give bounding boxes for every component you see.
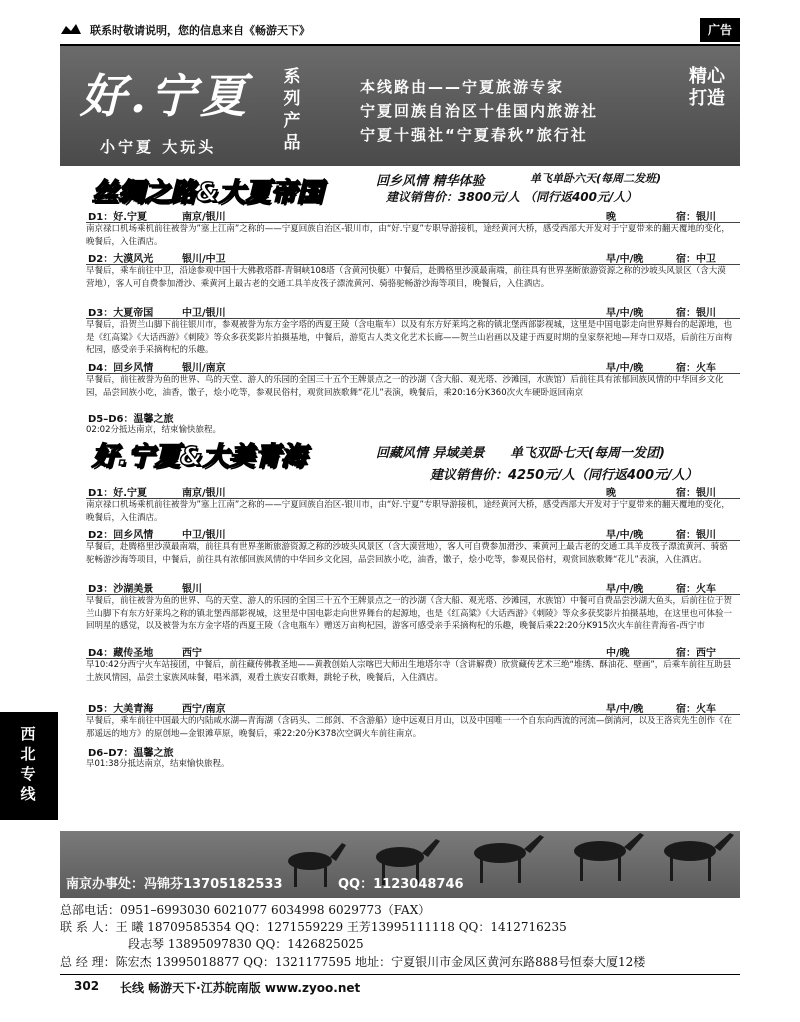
route2-title: 好.宁夏&大美青海 xyxy=(92,442,307,472)
nanjing-office xyxy=(60,867,740,897)
page-footer xyxy=(60,974,740,997)
route2-day2: D2：回乡风情 中卫/银川 早/中/晚 宿：银川 xyxy=(86,526,740,541)
ad-badge: 广告 xyxy=(700,18,740,42)
route2-day4: D4：藏传圣地 西宁 中/晚 宿：西宁 xyxy=(86,644,740,659)
brand-logo: 好.宁夏 xyxy=(80,69,251,123)
route2-day5: D5：大美青海 西宁/南京 早/中/晚 宿：火车 xyxy=(86,700,740,715)
route1-day1-desc: 南京禄口机场乘机前往被誉为”塞上江南”之称的——宁夏回族自治区-银川市，由“好.宁夏”专职导游接机，途经黄河大桥，感受西部大开发对于宁夏带来的翻天覆地的变化，晚餐后，入住酒店。 xyxy=(86,224,730,247)
publication-name: 长线 畅游天下·江苏皖南版 www.zyoo.net xyxy=(120,981,361,995)
intro-line-3: 宁夏十强社“宁夏春秋”旅行社 xyxy=(360,126,588,144)
intro-line-2: 宁夏回族自治区十佳国内旅游社 xyxy=(360,102,599,120)
office-qq: QQ：1123048746 xyxy=(338,877,464,892)
route1-day2: D2：大漠风光 银川/中卫 早/中/晚 宿：中卫 xyxy=(86,250,740,265)
top-bar xyxy=(60,18,740,47)
route1-day3-desc: 早餐后，沿贺兰山脚下前往银川市，参观被誉为东方金字塔的西夏王陵（含电瓶车）以及有东方好莱坞之称的镇北堡西部影视城，这里是中国电影走向世界舞台的起源地，也是《红高粱》《大话西游》《刺陵》等众多获奖影片拍摄基地，中餐后，游览古人类文化艺术长廊——贺兰山岩画以及建于西夏时期的皇家祭祀地—拜寺口双塔，后前往万亩枸杞园，感受亲手采摘枸杞的乐趣。 xyxy=(86,320,733,355)
route1-theme: 回乡风情 精华体验 xyxy=(376,174,485,189)
route1-day3: D3：大夏帝国 中卫/银川 早/中/晚 宿：银川 xyxy=(86,304,740,319)
series-label: 系列产品 xyxy=(283,67,301,153)
hero-banner xyxy=(60,46,740,166)
route2-day6: D6–D7：温馨之旅 xyxy=(88,748,174,759)
side-tab-label: 西北专线 xyxy=(20,725,36,803)
route1-mode: 单飞单卧六天(每周二发班) xyxy=(530,172,662,185)
route2-day5-desc: 早餐后，乘车前往中国最大的内陆咸水湖—青海湖（含码头、二郎剑、不含游船）途中远观日月山，以及中国唯一一个自东向西流的河流—倒淌河，以及王洛宾先生创作《在那遥远的地方》的原创地—金银滩草原，晚餐后，乘22:20分K378次空调火车前往南京。 xyxy=(86,716,733,739)
contact-line-2: 段志琴 13895097830 QQ：1426825025 xyxy=(128,937,364,951)
intro-line-1: 本线路由——宁夏旅游专家 xyxy=(360,78,565,96)
route1-day1: D1：好.宁夏 南京/银川 晚 宿：银川 xyxy=(86,208,740,223)
contact-line-1: 联 系 人：王 曦 18709585354 QQ：1271559229 王芳13995111118 QQ：1412716235 xyxy=(60,920,567,934)
route1-price: 建议销售价：3800元/人 （同行返400元/人） xyxy=(386,190,638,204)
office-label: 南京办事处：冯锦芬13705182533 xyxy=(66,877,283,892)
magazine-logo-icon xyxy=(60,20,82,38)
contact-block xyxy=(60,898,740,986)
ad-panel xyxy=(60,46,740,969)
route2-theme: 回藏风情 异域美景 xyxy=(376,446,485,461)
route1-day5: D5–D6：温馨之旅 xyxy=(88,414,174,425)
route2-mode: 单飞双卧七天(每周一发团) xyxy=(510,446,665,461)
route2-day3-desc: 早餐后，前往被誉为鱼的世界、鸟的天堂、游人的乐园的全国三十五个王牌景点之一的沙湖（含大船、观光塔、沙滩园，水族馆）中餐可自费品尝沙湖大鱼头，后前往位于贺兰山脚下有东方好莱坞之称的镇北堡西部影视城，这里是中国电影走向世界舞台的起源地，也是《红高粱》《大话西游》《刺陵》等众多获奖影片拍摄基地，在这里也可体验一回明星的感觉，以及被誉为东方金字塔的西夏王陵（含电瓶车）赠送万亩枸杞园，游客可感受亲手采摘枸杞的乐趣，晚餐后乘22:20分K915次火车前往青海省-西宁市 xyxy=(86,596,733,631)
route2-day1-desc: 南京禄口机场乘机前往被誉为”塞上江南”之称的——宁夏回族自治区-银川市，由“好.宁夏”专职导游接机，途经黄河大桥，感受西部大开发对于宁夏带来的翻天覆地的变化，晚餐后，入住酒店。 xyxy=(86,500,730,523)
route1-title: 丝绸之路&大夏帝国 xyxy=(92,178,323,208)
route2-day6-desc: 早01:38分抵达南京，结束愉快旅程。 xyxy=(86,759,230,769)
brand-slogan: 小宁夏 大玩头 xyxy=(100,138,217,156)
route2-day1: D1：好.宁夏 南京/银川 晚 宿：银川 xyxy=(86,484,740,499)
route2-price: 建议销售价：4250元/人（同行返400元/人） xyxy=(430,468,698,483)
route1-day5-desc: 02:02分抵达南京，结束愉快旅程。 xyxy=(86,425,221,435)
tagline: 精心打造 xyxy=(689,66,725,109)
bottom-banner xyxy=(60,831,740,969)
itinerary-content xyxy=(60,166,740,831)
route1-day4-desc: 早餐后，前往被誉为鱼的世界、鸟的天堂、游人的乐园的全国三十五个王牌景点之一的沙湖（含大船、观光塔、沙滩园，水族馆）后前往具有浓郁回族风情的中华回乡文化园，品尝回族小吃，油香，馓子，烩小吃等，参观民俗村，观赏回族歌舞“花儿”表演，晚餐后，乘20:16分K360次火车硬卧返回南京 xyxy=(86,375,724,398)
page-number: 302 xyxy=(74,979,100,993)
route2-day2-desc: 早餐后，赴腾格里沙漠最南端，前往具有世界垄断旅游资源之称的沙坡头风景区（含大漠营地），客人可自费参加滑沙、乘黄河上最古老的交通工具羊皮筏子漂流黄河、骑骆驼畅游沙海等项目，中餐后，前往具有浓郁回族风情的中华回乡文化园，品尝回族小吃，油香，馓子，烩小吃等，参观民俗村，观赏回族歌舞“花儿”表演，入住酒店。 xyxy=(86,542,728,565)
route2-day3: D3：沙湖美景 银川 早/中/晚 宿：火车 xyxy=(86,580,740,595)
contact-line-3: 总 经 理：陈宏杰 13995018877 QQ：1321177595 地址：宁夏银川市金凤区黄河东路888号恒泰大厦12楼 xyxy=(60,955,646,969)
side-tab xyxy=(0,712,58,820)
route1-day2-desc: 早餐后，乘车前往中卫，沿途参观中国十大佛教塔群-青铜峡108塔（含黄河快艇）中餐后，赴腾格里沙漠最南端，前往具有世界垄断旅游资源之称的沙坡头风景区（含大漠营地），客人可自费参加滑沙、乘黄河上最古老的交通工具羊皮筏子漂流黄河、骑骆驼畅游沙海等项目，晚餐后，入住酒店。 xyxy=(86,266,726,289)
route2-day4-desc: 早10:42分西宁火车站接团，中餐后，前往藏传佛教圣地——黄教创始人宗喀巴大师出生地塔尔寺（含讲解费）欣赏藏传艺术三绝“堆绣、酥油花、壁画”，后乘车前往互助县土族风情园，品尝土家族风味餐，唱米酒，观看土族安召歌舞，跳轮子秋，晚餐后，入住酒店。 xyxy=(86,660,732,683)
route1-day4: D4：回乡风情 银川/南京 早/中/晚 宿：火车 xyxy=(86,359,740,374)
source-note: 联系时敬请说明，您的信息来自《畅游天下》 xyxy=(90,24,310,37)
hq-phone: 总部电话：0951–6993030 6021077 6034998 6029773（FAX） xyxy=(60,903,431,917)
